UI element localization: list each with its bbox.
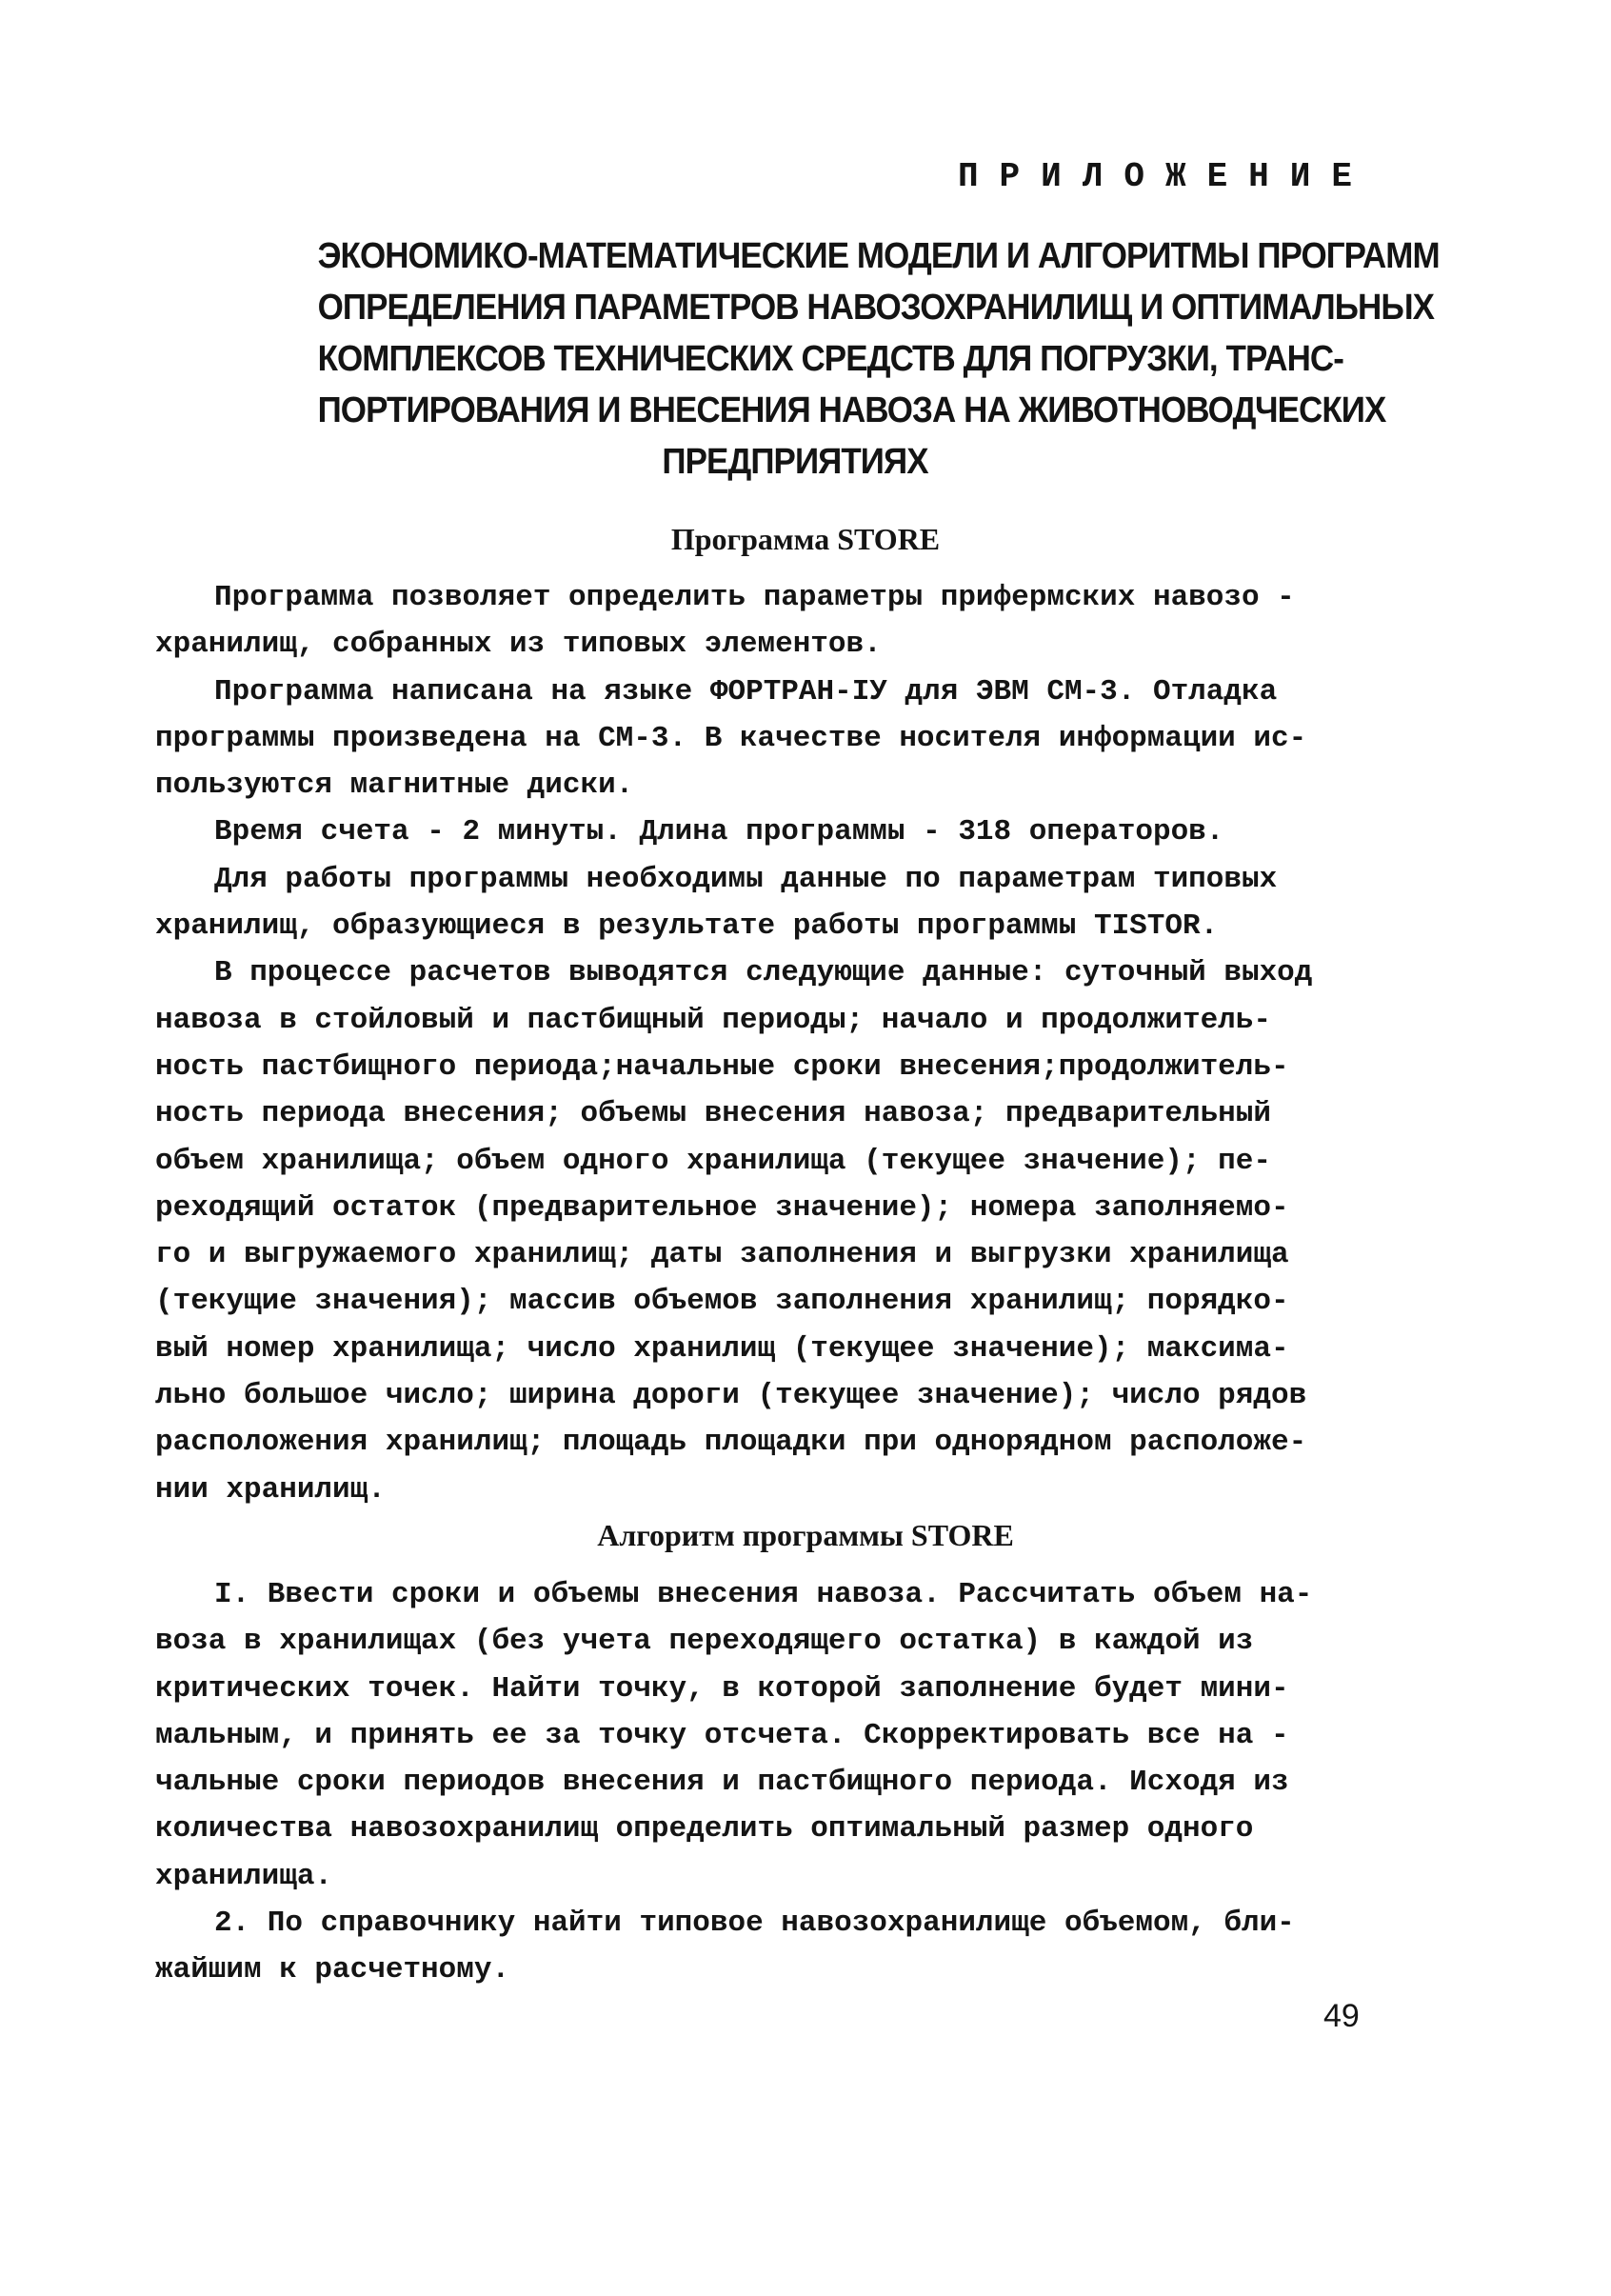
text-line: мальным, и принять ее за точку отсчета. Скорректировать все на - (155, 1718, 1289, 1752)
title-line: ОПРЕДЕЛЕНИЯ ПАРАМЕТРОВ НАВОЗОХРАНИЛИЩ И ОПТИМАЛЬНЫХ (317, 288, 1435, 328)
section-heading-program: Программа STORE (670, 522, 941, 556)
text-line: реходящий остаток (предварительное значение); номера заполняемо- (155, 1190, 1289, 1225)
main-title (317, 230, 1440, 488)
text-line: ность пастбищного периода;начальные сроки внесения;продолжитель- (155, 1049, 1289, 1084)
text-line: навоза в стойловый и пастбищный периоды; начало и продолжитель- (155, 1003, 1271, 1037)
text-line: льно большое число; ширина дороги (текущее значение); число рядов (155, 1379, 1307, 1413)
section-heading-algorithm: Алгоритм программы STORE (597, 1518, 1014, 1552)
text-line: ность периода внесения; объемы внесения навоза; предварительный (155, 1097, 1271, 1131)
text-line: хранилища. (155, 1859, 333, 1893)
title-line: КОМПЛЕКСОВ ТЕХНИЧЕСКИХ СРЕДСТВ ДЛЯ ПОГРУЗКИ, ТРАНС- (317, 339, 1343, 379)
text-line: расположения хранилищ; площадь площадки при однорядном расположе- (155, 1426, 1307, 1460)
text-line: Программа написана на языке ФОРТРАН-IУ для ЭВМ СМ-3. Отладка (214, 674, 1278, 709)
page-number: 49 (1323, 1998, 1360, 2034)
text-line: Время счета - 2 минуты. Длина программы - 318 операторов. (214, 815, 1224, 849)
text-line: (текущие значения); массив объемов заполнения хранилищ; порядко- (155, 1285, 1289, 1319)
text-line: жайшим к расчетному. (155, 1953, 510, 1987)
title-line: ПОРТИРОВАНИЯ И ВНЕСЕНИЯ НАВОЗА НА ЖИВОТНОВОДЧЕСКИХ (317, 390, 1386, 430)
text-line: го и выгружаемого хранилищ; даты заполнения и выгрузки хранилища (155, 1238, 1289, 1272)
text-line: объем хранилища; объем одного хранилища (текущее значение); пе- (155, 1144, 1271, 1178)
text-line: Программа позволяет определить параметры прифермских навозо - (214, 581, 1295, 614)
text-line: хранилищ, образующиеся в результате работы программы TISTOR. (155, 909, 1219, 944)
text-line: воза в хранилищах (без учета переходящего остатка) в каждой из (155, 1625, 1254, 1659)
text-line: чальные сроки периодов внесения и пастбищного периода. Исходя из (155, 1766, 1289, 1800)
text-line: 2. По справочнику найти типовое навозохранилище объемом, бли- (214, 1907, 1295, 1941)
text-line: программы произведена на СМ-3. В качестве носителя информации ис- (155, 721, 1307, 755)
text-line: количества навозохранилищ определить оптимальный размер одного (155, 1812, 1254, 1847)
text-line: I. Ввести сроки и объемы внесения навоза. Рассчитать объем на- (214, 1578, 1313, 1611)
text-line: критических точек. Найти точку, в которой заполнение будет мини- (155, 1671, 1289, 1706)
text-line: нии хранилищ. (155, 1472, 386, 1507)
appendix-label: ПРИЛОЖЕНИЕ (957, 157, 1373, 196)
text-line: пользуются магнитные диски. (155, 769, 634, 803)
title-line: ЭКОНОМИКО-МАТЕМАТИЧЕСКИЕ МОДЕЛИ И АЛГОРИТМЫ ПРОГРАММ (317, 236, 1440, 276)
text-line: В процессе расчетов выводятся следующие данные: суточный выход (214, 956, 1313, 990)
text-line: хранилищ, собранных из типовых элементов. (155, 628, 882, 662)
section-body-algorithm (155, 1571, 1393, 1994)
text-line: вый номер хранилища; число хранилищ (текущее значение); максима- (155, 1331, 1289, 1366)
title-line: ПРЕДПРИЯТИЯХ (662, 442, 928, 482)
text-line: Для работы программы необходимы данные по параметрам типовых (214, 862, 1278, 896)
section-body-program (155, 574, 1393, 1513)
